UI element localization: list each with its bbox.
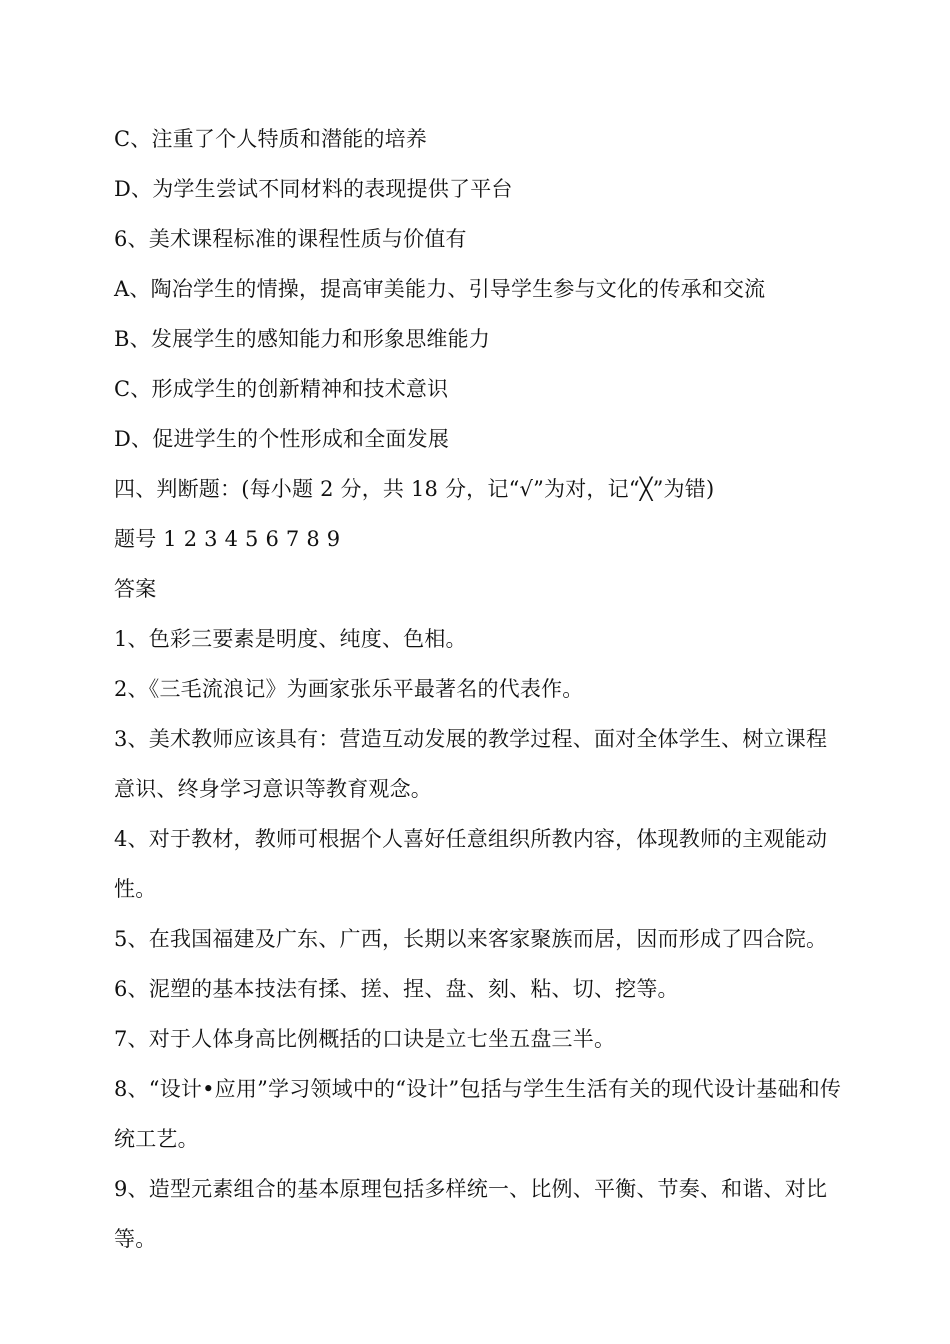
section-heading-true-false: 四、判断题：(每小题 2 分，共 18 分，记“√”为对，记“╳”为错): [114, 477, 715, 501]
document-body: [114, 114, 864, 1264]
statement-8-part-1: 8、“设计•应用”学习领域中的“设计”包括与学生生活有关的现代设计基础和传: [114, 1077, 842, 1101]
statement-3-part-2: 意识、终身学习意识等教育观念。: [114, 777, 432, 801]
option-b-q6: B、发展学生的感知能力和形象思维能力: [114, 327, 491, 351]
option-c-q5: C、注重了个人特质和潜能的培养: [114, 127, 428, 151]
statement-3-part-1: 3、美术教师应该具有：营造互动发展的教学过程、面对全体学生、树立课程: [114, 727, 828, 751]
statement-4-part-1: 4、对于教材，教师可根据个人喜好任意组织所教内容，体现教师的主观能动: [114, 827, 828, 851]
statement-9-part-2: 等。: [114, 1227, 157, 1251]
option-a-q6: A、陶冶学生的情操，提高审美能力、引导学生参与文化的传承和交流: [114, 277, 766, 301]
option-d-q6: D、促进学生的个性形成和全面发展: [114, 427, 450, 451]
question-6: 6、美术课程标准的课程性质与价值有: [114, 227, 467, 251]
option-d-q5: D、为学生尝试不同材料的表现提供了平台: [114, 177, 513, 201]
statement-6: 6、泥塑的基本技法有揉、搓、捏、盘、刻、粘、切、挖等。: [114, 977, 679, 1001]
statement-5: 5、在我国福建及广东、广西，长期以来客家聚族而居，因而形成了四合院。: [114, 927, 828, 951]
statement-8-part-2: 统工艺。: [114, 1127, 199, 1151]
answer-grid-answer-row: 答案: [114, 577, 157, 601]
statement-4-part-2: 性。: [114, 877, 157, 901]
statement-2: 2、《三毛流浪记》为画家张乐平最著名的代表作。: [114, 677, 584, 701]
statement-9-part-1: 9、造型元素组合的基本原理包括多样统一、比例、平衡、节奏、和谐、对比: [114, 1177, 828, 1201]
statement-7: 7、对于人体身高比例概括的口诀是立七坐五盘三半。: [114, 1027, 616, 1051]
answer-grid-question-numbers: 题号 1 2 3 4 5 6 7 8 9: [114, 527, 341, 551]
option-c-q6: C、形成学生的创新精神和技术意识: [114, 377, 449, 401]
statement-1: 1、色彩三要素是明度、纯度、色相。: [114, 627, 467, 651]
